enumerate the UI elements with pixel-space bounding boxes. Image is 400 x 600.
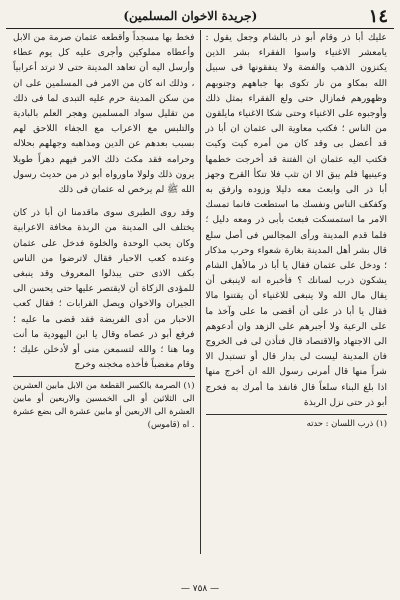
page-footer: — ٧٥٨ — bbox=[180, 584, 220, 594]
page-number: ١٤ bbox=[368, 5, 388, 27]
left-column-paragraph-2: وقد روى الطبرى سوى ماقدمنا ان أبا ذر كان يختلف الى المدينة من الربذة مخافة الاعرابية وكان يحب الوحدة والخلوة فدخل على عثمان وعنده كعب الاحبار فقال لاترضوا من الناس بكف الاذى حتى يبذلوا المعروف وقد ينبغى للمؤدى الزكاة أن لايقتصر عليها حتى يحسن الى الجيران والاخوان ويصل القرابات ؛ فقال كعب الاحبار من أدى الفريضة فقد قضى ما عليه ؛ فرفع أبو ذر عصاه وقال يا ابن اليهودية ما أنت وما هنا ؛ والله لتسمعن منى أو لأدخلن عليك ؛ وقام مغضباً فأخذه مخجنه وخرج bbox=[13, 207, 195, 371]
left-column-paragraph-1: فخط بها مسجداً وأقطعه عثمان صرمة من الابل وأعطاه مملوكين وأجرى عليه كل يوم عطاء وأرسل اليه أن تعاهد المدينة حتى لا ترتد أعرابياً ، وذلك انه كان من الامر فى المسلمين على ان من سكن المدينة حرم عليه التبدى لما فى ذلك من تقليل سواد المسلمين وهجر العلم بالبادية والتلبس مع الاعراب مع الجفاء اللاحق لهم بسبب بعدهم عن الدين ومذاهبه وجهلهم بحلاله وحرامه فقد مكث ذلك الامر فيهم دهراً طويلا يرون ذلك ولولا ماورواه أبو ذر من حديث رسول الله ﷺ لم يرخص له عثمان فى ذلك bbox=[13, 32, 195, 196]
journal-title: (جريدة الاخوان المسلمين) bbox=[123, 9, 258, 23]
right-footnote: (١) ذرب اللسان : حدته bbox=[206, 414, 388, 430]
column-divider bbox=[200, 30, 201, 554]
page-header bbox=[6, 4, 394, 29]
right-column bbox=[201, 30, 393, 554]
left-column bbox=[8, 30, 200, 554]
right-column-paragraph: عليك أبا ذر وقام أبو ذر بالشام وجعل يقول : يامعشر الاغنياء واسوا الفقراء بشر الذين يكنزون الذهب والفضة ولا ينفقونها فى سبيل الله بمكاو من نار تكوى بها جباههم وجنوبهم وظهورهم فمازال حتى ولع الفقراء بمثل ذلك وأوجبوه على الاغنياء وحتى شكا الاغنياء مايلقون من الناس ؛ فكتب معاوية الى عثمان ان أبا ذر قد أعضل بى وقد كان من أمره كيت وكيت فكتب اليه عثمان ان الفتنة قد أخرجت خطمها وعينيها فلم يبق الا ان تثب فلا تنكأ القرح وجهز أبا ذر الى وابعث معه دليلا وزوده وارفق به وكفكف الناس ونفسك ما استطعت فانما تمسك الامر ما استمسكت فبعث بأبى ذر ومعه دليل ؛ فلما قدم المدينة ورأى المجالس فى أصل سلع قال بشر أهل المدينة بغارة شعواء وحرب مذكار ؛ ودخل على عثمان فقال يا أبا ذر مالأهل الشام يشكون ذرب لسانك ؟ فأخبره انه لاينبغى أن يقال مال الله ولا ينبغى للاغنياء أن يقتنوا مالا فقال يا أبا ذر على أن أقضى ما على وآخذ ما على الرعية ولا أجبرهم على الزهد وان أدعوهم الى الاجتهاد والاقتصاد قال فتأذن لى فى الخروج فان المدينة ليست لى بدار قال أو تستبدل الا شراً منها قال أمرنى رسول الله ان أخرج منها اذا بلغ البناء سلعاً قال فانفذ ما أمرك به فخرج أبو ذر حتى نزل الربذة bbox=[205, 32, 387, 408]
article-columns bbox=[8, 30, 392, 554]
left-footnote: (١) الصرمة بالكسر القطعة من الابل مابين العشرين الى الثلاثين أو الى الخمسين والاربعين أو مابين العشرة الى الاربعين أو مابين عشرة الى بضع عشرة . اه (قاموس) bbox=[13, 376, 195, 431]
